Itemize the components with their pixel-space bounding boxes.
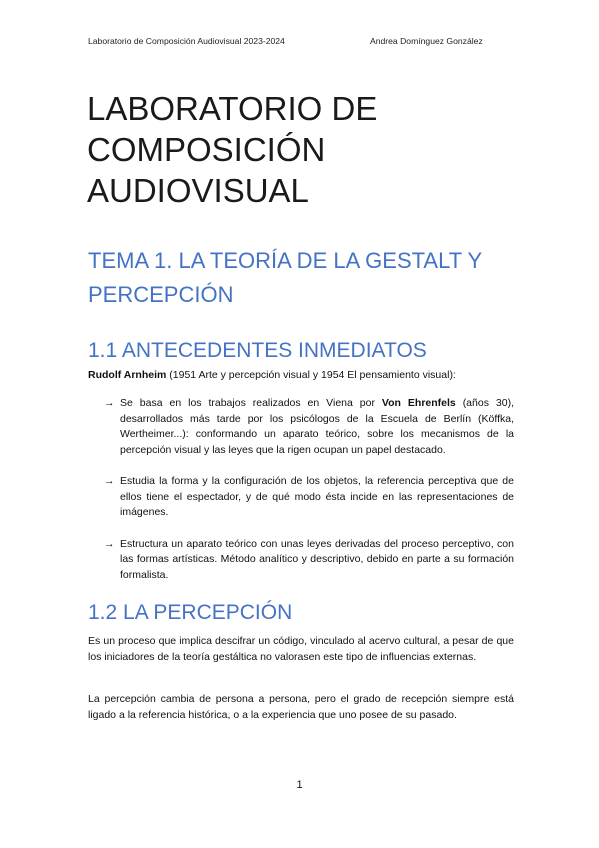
title-line: LABORATORIO DE <box>87 90 378 127</box>
list-item <box>104 537 514 584</box>
arnheim-intro <box>88 368 514 384</box>
section-heading-percepcion: 1.2 LA PERCEPCIÓN <box>88 601 293 624</box>
section-heading-antecedentes: 1.1 ANTECEDENTES INMEDIATOS <box>88 339 427 362</box>
arrow-bullet-icon: → <box>104 475 115 487</box>
percepcion-paragraph-2: La percepción cambia de persona a persona, pero el grado de recepción siempre está ligado a la referencia histórica, o a la experiencia que uno posee de su pasado. <box>88 693 514 721</box>
bullet-text: Se basa en los trabajos realizados en Viena por <box>120 397 382 409</box>
bullet-text: Estructura un aparato teórico con unas leyes derivadas del proceso perceptivo, con las formas artísticas. Método analítico y descriptivo, debido en parte a su formación formalista. <box>120 537 514 581</box>
bullet-text: Estudia la forma y la configuración de los objetos, la referencia perceptiva que de ellos tiene el espectador, y de qué modo ésta incide en las representaciones de imágenes. <box>120 475 514 518</box>
intro-author-bold: Rudolf Arnheim <box>88 369 167 381</box>
title-line: AUDIOVISUAL <box>87 172 309 209</box>
topic-title-line: TEMA 1. LA TEORÍA DE LA GESTALT Y <box>88 248 483 273</box>
document-title <box>87 88 517 211</box>
header-author: Andrea Domínguez González <box>370 36 483 46</box>
page-number: 1 <box>296 779 303 791</box>
header-course-title: Laboratorio de Composición Audiovisual 2023-2024 <box>88 36 285 46</box>
arrow-bullet-icon: → <box>104 537 115 550</box>
title-line: COMPOSICIÓN <box>87 131 326 168</box>
percepcion-paragraph-1: Es un proceso que implica descifrar un código, vinculado al acervo cultural, a pesar de que los iniciadores de la teoría gestáltica no valorasen este tipo de influencias externas. <box>88 635 514 663</box>
bullet-bold: Von Ehrenfels <box>381 397 456 409</box>
bullet-text: (años 30), desarrollados más tarde por los psicólogos de la Escuela de Berlín (Köffka, Wertheimer...): conformando un aparato teórico, sobre los mecanismos de la percepción visual y las leyes que la rigen ocupan un papel destacado. <box>120 397 514 456</box>
intro-rest: (1951 Arte y percepción visual y 1954 El pensamiento visual): <box>166 369 456 381</box>
list-item <box>104 396 514 458</box>
list-item <box>104 474 514 521</box>
topic-title-line: PERCEPCIÓN <box>88 282 234 307</box>
topic-title <box>88 244 528 312</box>
bullet-list <box>104 396 514 599</box>
arrow-bullet-icon: → <box>104 397 115 409</box>
